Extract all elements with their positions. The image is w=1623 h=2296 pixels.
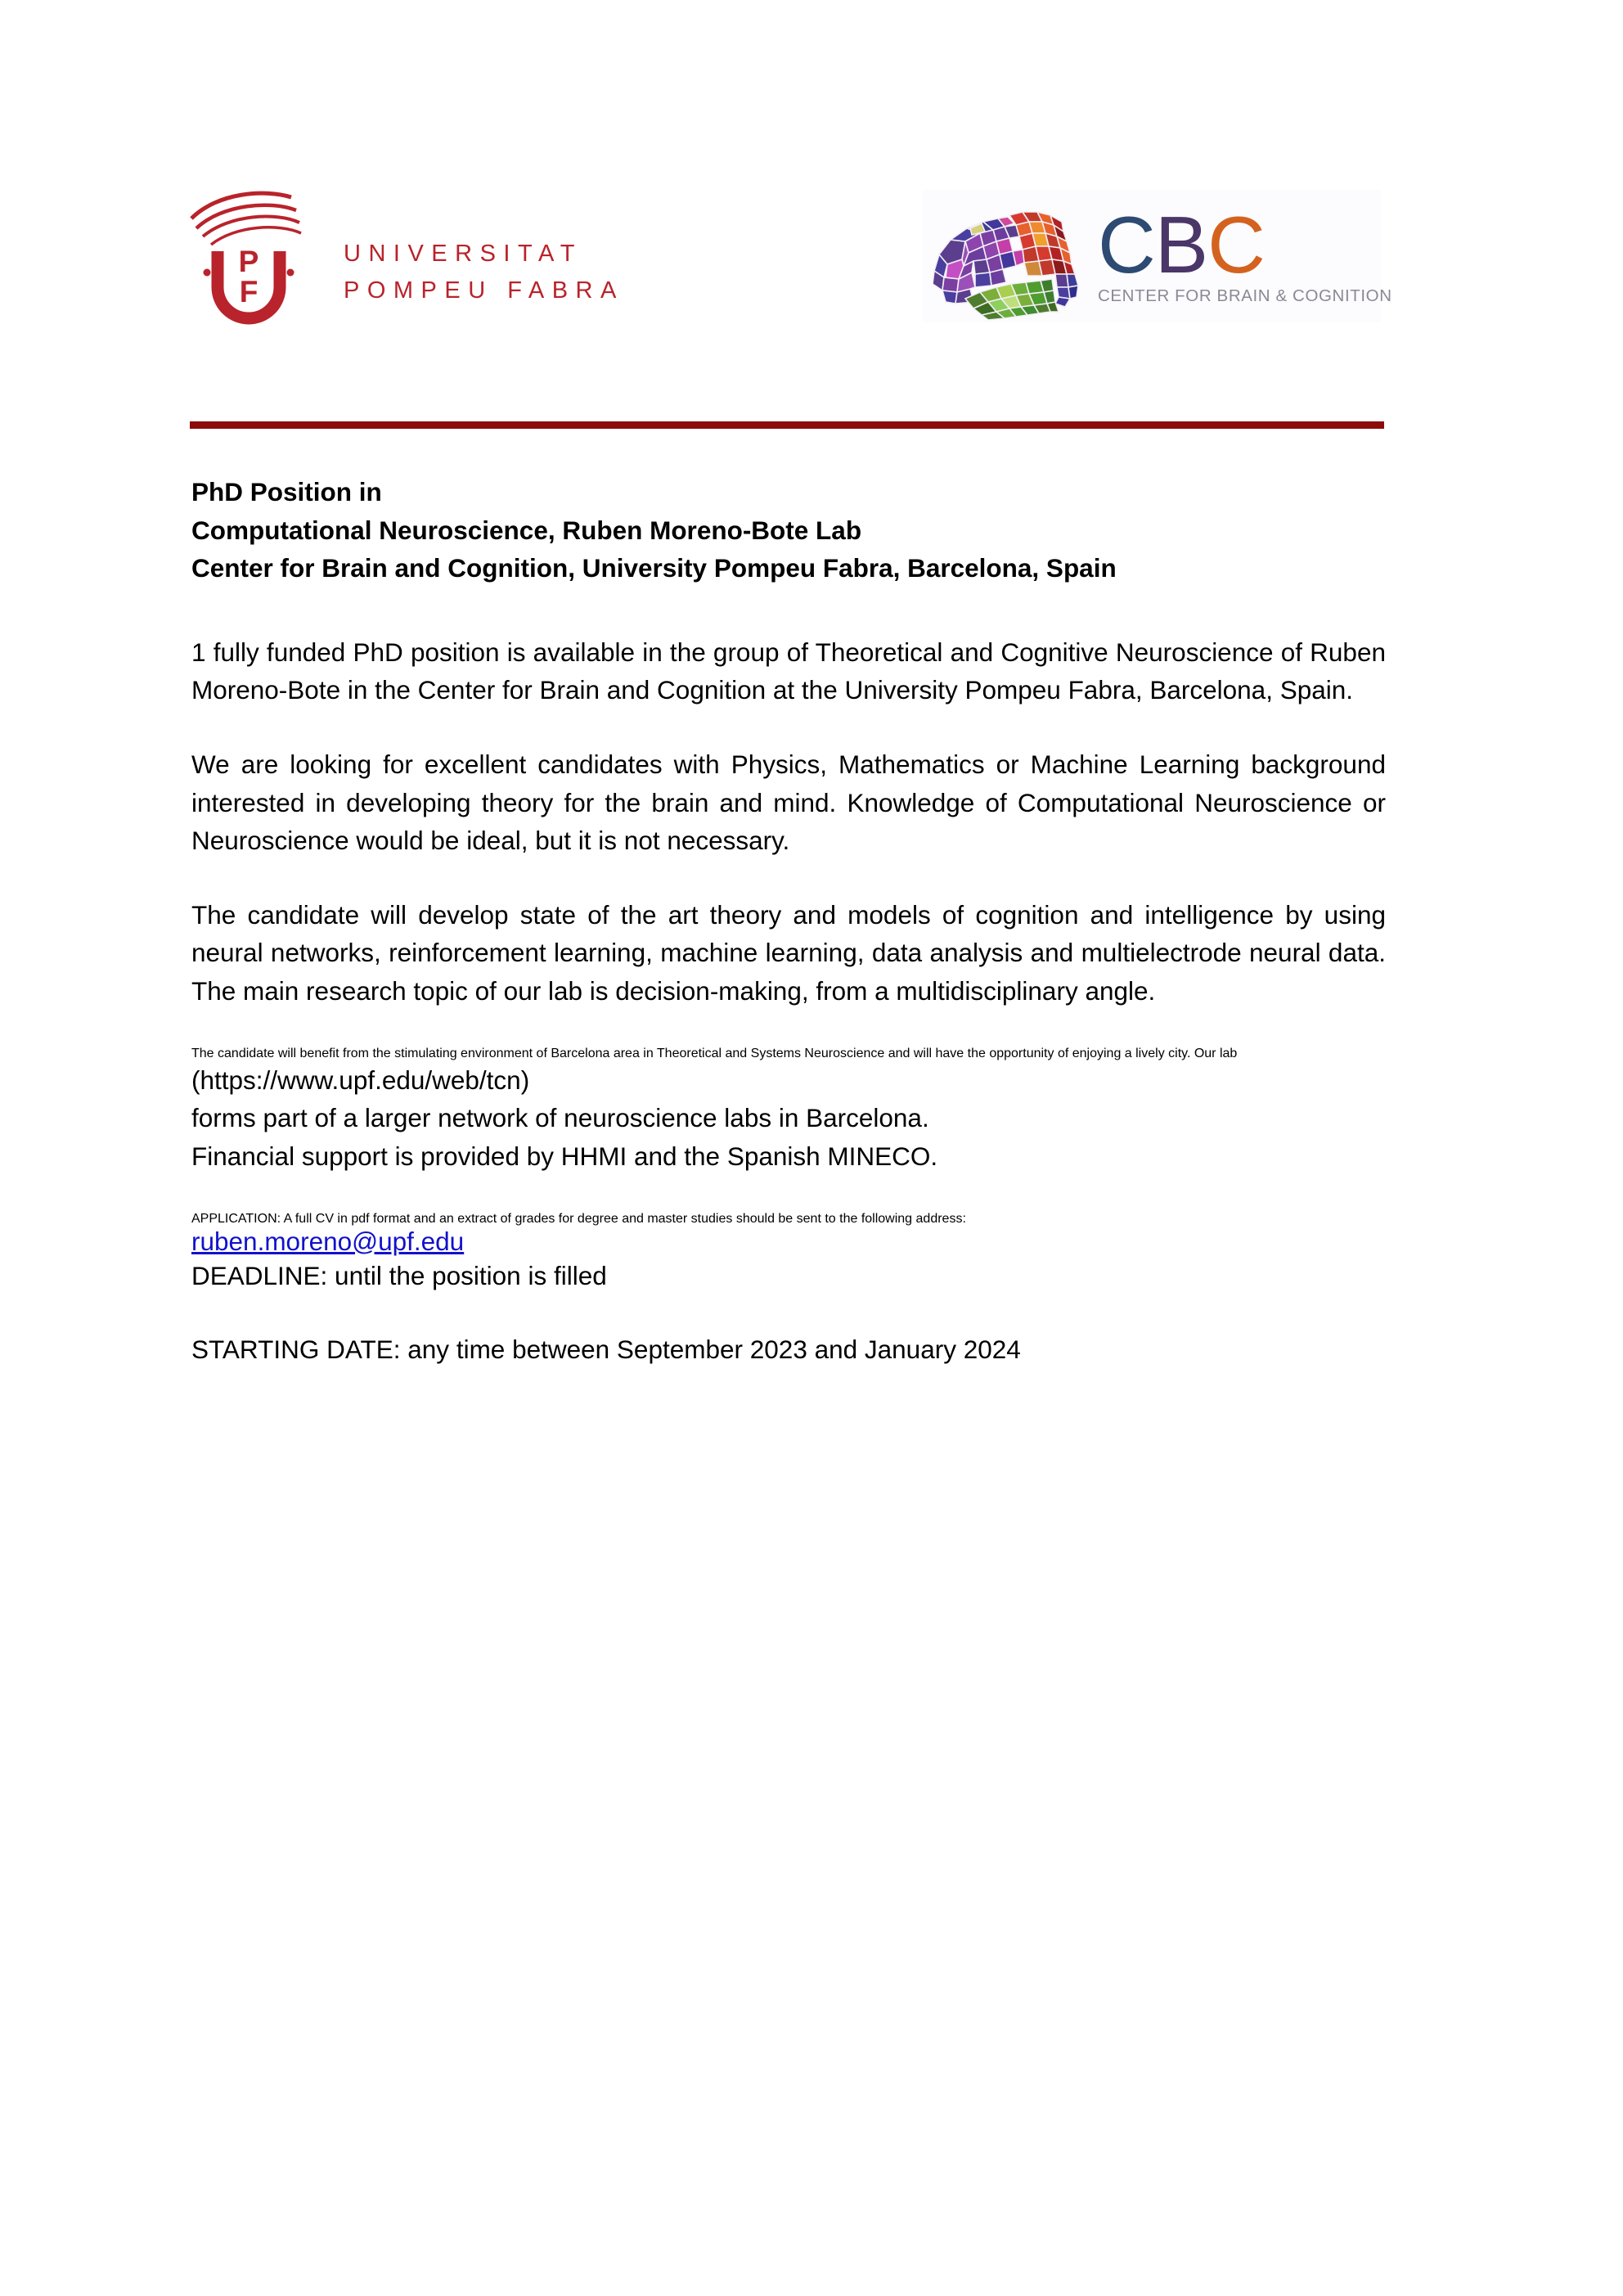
upf-wordmark xyxy=(344,203,624,309)
svg-text:P: P xyxy=(238,245,259,278)
title-line-3: Center for Brain and Cognition, University Pompeu Fabra, Barcelona, Spain xyxy=(191,553,1117,583)
paragraph-research-scope: The candidate will develop state of the art theory and models of cognition and intelligence by using neural networks, reinforcement learning, machine learning, data analysis and multielectrode neural data. The main research topic of our lab is decision-making, from a multidisciplinary angle. xyxy=(191,899,1386,1006)
paragraph-funding: Financial support is provided by HHMI and the Spanish MINECO. xyxy=(191,1141,938,1171)
paragraph-environment xyxy=(191,1047,1386,1137)
cbc-letters xyxy=(1098,199,1392,290)
header-logos xyxy=(0,0,1623,385)
lab-url-text: (https://www.upf.edu/web/tcn) xyxy=(191,1065,530,1095)
cbc-letter-b: B xyxy=(1154,199,1208,290)
upf-logo-mark xyxy=(187,187,326,325)
title-line-2: Computational Neuroscience, Ruben Moreno-Bote Lab xyxy=(191,515,862,545)
paragraph-application xyxy=(191,1212,1386,1257)
upf-wordmark-line-1: UNIVERSITAT xyxy=(344,241,582,268)
upf-logo xyxy=(187,187,624,326)
header-divider-rule xyxy=(190,421,1384,429)
cbc-letter-c1: C xyxy=(1098,199,1155,290)
paragraph-candidate-profile: We are looking for excellent candidates with Physics, Mathematics or Machine Learning background interested in developing theory for the brain and mind. Knowledge of Computational Neuroscience or Neuroscience would be ideal, but it is not necessary. xyxy=(191,750,1386,856)
paragraph-environment-main: The candidate will benefit from the stimulating environment of Barcelona area in Theoretical and Systems Neuroscience and will have the opportunity of enjoying a lively city. Our lab xyxy=(191,1046,1238,1060)
paragraph-application-main: APPLICATION: A full CV in pdf format and an extract of grades for degree and master studies should be sent to the following address: xyxy=(191,1211,966,1226)
brain-mosaic-icon xyxy=(923,191,1086,322)
svg-text:F: F xyxy=(239,275,259,308)
document-body xyxy=(191,473,1386,1369)
paragraph-position-overview: 1 fully funded PhD position is available in the group of Theoretical and Cognitive Neuroscience of Ruben Moreno-Bote in the Center for Brain and Cognition at the University Pompeu Fabra, Barcelona, Spain. xyxy=(191,637,1386,705)
cbc-text-block xyxy=(1098,199,1392,306)
contact-email-link[interactable]: ruben.moreno@upf.edu xyxy=(191,1226,465,1256)
cbc-letter-c2: C xyxy=(1207,199,1265,290)
paragraph-deadline: DEADLINE: until the position is filled xyxy=(191,1260,607,1290)
upf-wordmark-line-2: POMPEU FABRA xyxy=(344,277,624,304)
cbc-tagline: CENTER FOR BRAIN & COGNITION xyxy=(1098,286,1392,306)
cbc-logo xyxy=(923,190,1392,322)
page-title xyxy=(191,473,1386,588)
title-line-1: PhD Position in xyxy=(191,477,382,506)
paragraph-starting-date: STARTING DATE: any time between September 2023 and January 2024 xyxy=(191,1335,1021,1365)
paragraph-environment-tail: forms part of a larger network of neuroscience labs in Barcelona. xyxy=(191,1103,929,1133)
